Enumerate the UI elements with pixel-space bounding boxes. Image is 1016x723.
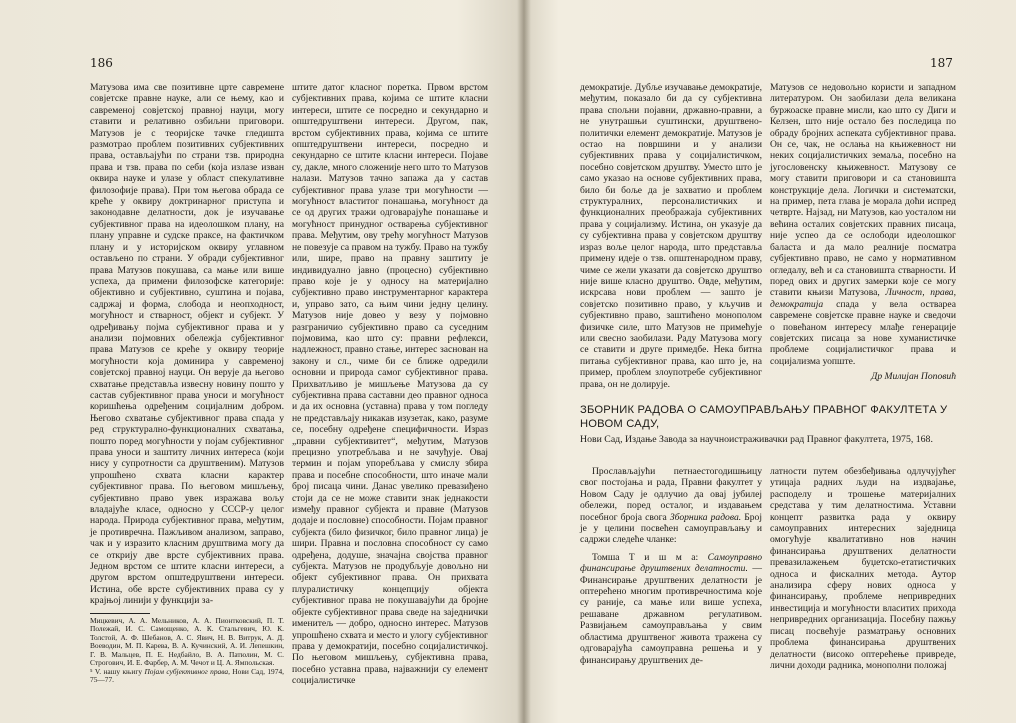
- review-intro: Прослављајући петнаестогодишњицу свог постојања и рада, Правни факултет у Новом Саду је одлучио да овај јубилеј обележи, поред осталог, и издавањем посебног броја свога Зборника радова. Број је у целини посвећен самоуправљању и садржи следеће чланке:: [580, 466, 762, 546]
- review-signature: Др Милијан Поповић: [871, 371, 956, 383]
- right-col2-body: Матузов се недовољно користи и западном литературом. Он заобилази дела великана буржоаске правне мисли, као што су Диги и Келзен, што није остало без последица по обраду бројних аспеката субјективног права. Он се, чак, не ослања на књижевност ни неких социјалистичких земаља, посебно на југословенску књижевност. Матузову се могу ставити приговори и са становишта конструкције дела. Логички и систематски, на пример, пета глава је морала доћи испред четврте. Најзад, ни Матузов, као уосталом ни већина осталих совјетских правних писаца, није успео да се ослободи идеолошког баласта и да мало реалније посматра субјективно право, не само у нормативном огледалу, већ и са становишта стварности. И поред ових и других замерки које се могу ставити књизи Матузова, Личност, права, демократија спада у вела оствареа савремене совјетске правне науке и сведочи о повећаном интересу млађе генерације совјетских писаца за нове хуманистичке проблеме социјалистичког права и социјализма уопште.: [770, 82, 956, 367]
- review-column-1: [580, 466, 762, 691]
- page-number-right: 187: [930, 56, 953, 70]
- left-col2-body: штите датог класног поретка. Првом врстом субјективних права, којима се штите класни интереси, штите се посредно и секундарно и општедруштвени интереси. Другом, пак, врстом субјективних права, којима се штите општедруштвени интереси, посредно и секундарно се штите класни интереси. Појаве су, дакле, много сложеније него што то Матузов налази. Матузов тачно запажа да у састав субјективног права улазе три могућности — могућност властитог понашања, могућност да се од других тражи одговарајуће понашање и могућност принудног остварења субјективног права. Међутим, ову трећу могућност Матузов не повезује са правом на тужбу. Право на тужбу или, шире, право на правну заштиту је индивидуално јавно (процесно) субјективно право које је у односу на материјално субјективно право инструментарног карактера и, управо зато, са њим чини једну целину. Матузов није довео у везу у појмовно разграничио субјективно право са суседним појмовима, као што су: правни рефлекси, надлежност, правно стање, интерес заснован на закону и сл., чиме би се ближе одредили основни и природа самог субјективног права. Прихватљиво је мишљење Матузова да су субјективна права саставни део правног односа и да их основна (уставна) права у том погледу не представљају никакав изузетак, како, разуме се, посебну одређене специфичности. Израз „правни субјективитет“, међутим, Матузов прецизно употребљава и не зачуђује. Овај термин и појам упоребљава у смислу збира права и посебне способности, што иначе мали број писаца чини. Данас увелико превазиђено стоји да се не може ставити знак једнакости између правног субјекта и правне (Матузов додаје и пословне) способности. Појам правног субјекта (било физичког, било правног лица) је шири. Правна и пословна способност су само одређена, додуше, значајна својства правног субјекта. Матузов не продубљује довољно ни објект субјективног права. Он прихвата плуралистичку концепцију објекта субјективног права не покушавајући да бројне објекте субјективног права сведе на заједнички именитељ — добро, односно интерес. Матузов упрошћено схвата и место и улогу субјективног права у демократији, посебно социјалистичкој. По његовом мишљењу, субјективна права, посебно уставна права, најважнији су елемент социјалистичке: [292, 82, 488, 687]
- right-page-column-2: [770, 82, 956, 382]
- footnote-authors: Мицкевич, А. А. Мельников, А. А. Пионтковский, П. Т. Полежай, И. С. Самощенко, А. К. Стальгевич, Ю. К. Толстой, А. Ф. Шебанов, А. С. Явич, Н. В. Витрук, А. Д. Воеводин, М. П. Карева, В. А. Кучинский, А. И. Лепешкин, Г. В. Мальцев, П. Е. Недбайло, В. А. Патюлин, М. С. Строгович, И. Е. Фарбер, А. М. Чечот и Ц. А. Ямпольская.: [90, 615, 284, 668]
- review-column-2: [770, 466, 956, 691]
- review-col2-body: латности путем обезбеђивања одлучујућег утицаја радних људи на издвајање, расподелу и трошење материјалних средстава у тим делатностима. Уставни концепт развитка рада у оквиру самоуправних интересних заједница омогућује квалитативно нов начин финансирања друштвених делатности превазилажењем буџетско-етатистичких односа и фискалних метода. Аутор анализира сферу нових односа у финансирању, проблеме непривредних инвестиција и могућности власитих прихода непривредних организација. Посебну пажњу писац посвећује разматрању основних проблема финансирања друштвених делатности (високо оптерећење привреде, лични доходи радника, монополни положај: [770, 466, 956, 671]
- footnote-5: ⁵ V. нашу књигу Појам субјективног права, Нови Сад, 1974, 75—77.: [90, 666, 284, 685]
- footnote-rule: [90, 613, 150, 614]
- page-number-left: 186: [90, 56, 113, 70]
- left-page-column-1: [90, 82, 284, 685]
- right-col1-body: демократије. Дубље изучавање демократије, међутим, показало би да су субјективна права спољни појавни, државно-правни, а не унутрашњи суштински, друштвено-политички елемент демократије. Матузов је остао на површини и у анализи субјективних права у социјалистичком, посебно совјетском друштву. Уместо што је само указао на основе субјективних права, било би боље да је захватио и проблем структуралних, персоналистичких и функционалних преображаја субјективних права у социјализму. Истина, он указује да су субјективна права у совјетском друштву израз воље целог народа, што представља примену идеје о тзв. општенародном праву, чиме се жели указати да совјетско друштво није више класно друштво. Овде, међутим, искрсава нови проблем — зашто је совјетско позитивно право, у кључив и субјективно право, заштићено монополом физичке силе, што Матузов не примећује или свесно заобилази. Раду Матузова могу се ставити и друге примедбе. Нека битна питања субјективног права, као што је, на пример, проблем злоупотребе субјективног права, он не долирује.: [580, 82, 762, 390]
- left-page-column-2: [292, 82, 488, 687]
- review-heading: ЗБОРНИК РАДОВА О САМОУПРАВЉАЊУ ПРАВНОГ ФАКУЛТЕТА У НОВОМ САДУ,: [580, 404, 948, 430]
- review-publisher: Нови Сад, Издање Завода за научноистраживачки рад Правног факултета, 1975, 168.: [580, 434, 933, 445]
- review-article-entry: Томша Т и ш м а: Самоуправно финансирање друштвених делатности. — Финансирање друштвених делатности је оптерећено многим противречностима које су раније, са мање или више успеха, решаване државном регулативом. Развијањем самоуправљања у свим областима друштвеног живота тражена су одговарајућа самоуправна решења и у финансирању друштвених де-: [580, 551, 762, 666]
- left-col1-body: Матузова има све позитивне црте савремене совјетске правне науке, али се њему, као и савременој совјетској правној науци, могу ставити и релативно озбиљни приговори. Матузов је с теоријске тачке гледишта размотрао проблем позитивних субјективних права, остављајући по страни тзв. природна права и тзв. права по себи (која излазе изван оквира науке и улазе у област спекулативне филозофије права). При том његова обрада се креће у оквиру доктринарног приступа и законодавне делатности, док је изучавање субјективног права на идеолошком плану, на плану управне и судске праксе, на фактичком плану и у историјском оквиру углавном остављено по страни. У обради субјективног права Матузов покушава, са мање или више успеха, да примени филозофске категорије: објективно и субјективно, суштина и појава, садржај и форма, слобода и неопходност, могућност и стварност, објект и субјект. У одређивању појма субјективног права и у анализи појмовних обележја субјективног права Матузов се креће у оквиру теорије могућности која доминира у савременој совјетској правној науци. Он верује да његово схватање представља извесну новину пошто у састав субјективног права уноси и могућност коришћења одређеним социјалним добром. Његово схватање субјективног права спада у ред структурално-функционалних схватања, пошто поред могућности у појам субјективног права уноси и заштиту личних интереса (који нису у супротности са друштвеним). Матузов упрошћено схвата класни карактер субјективног права. По његовом мишљењу, субјективно право увек изражава вољу владајуће класе, односно у СССР-у целог народа. Природа субјективног права, међутим, је противречна. Пажљивом анализом, заправо, чак и у изразито класним друштвима могу да се открију две врсте субјективних права. Једном врстом се штите класни интереси, а другом врстом општедруштвени интереси. Истина, обе врсте субјективних права су у крајњој линији у функцији за-: [90, 82, 284, 607]
- right-page-column-1: [580, 82, 762, 390]
